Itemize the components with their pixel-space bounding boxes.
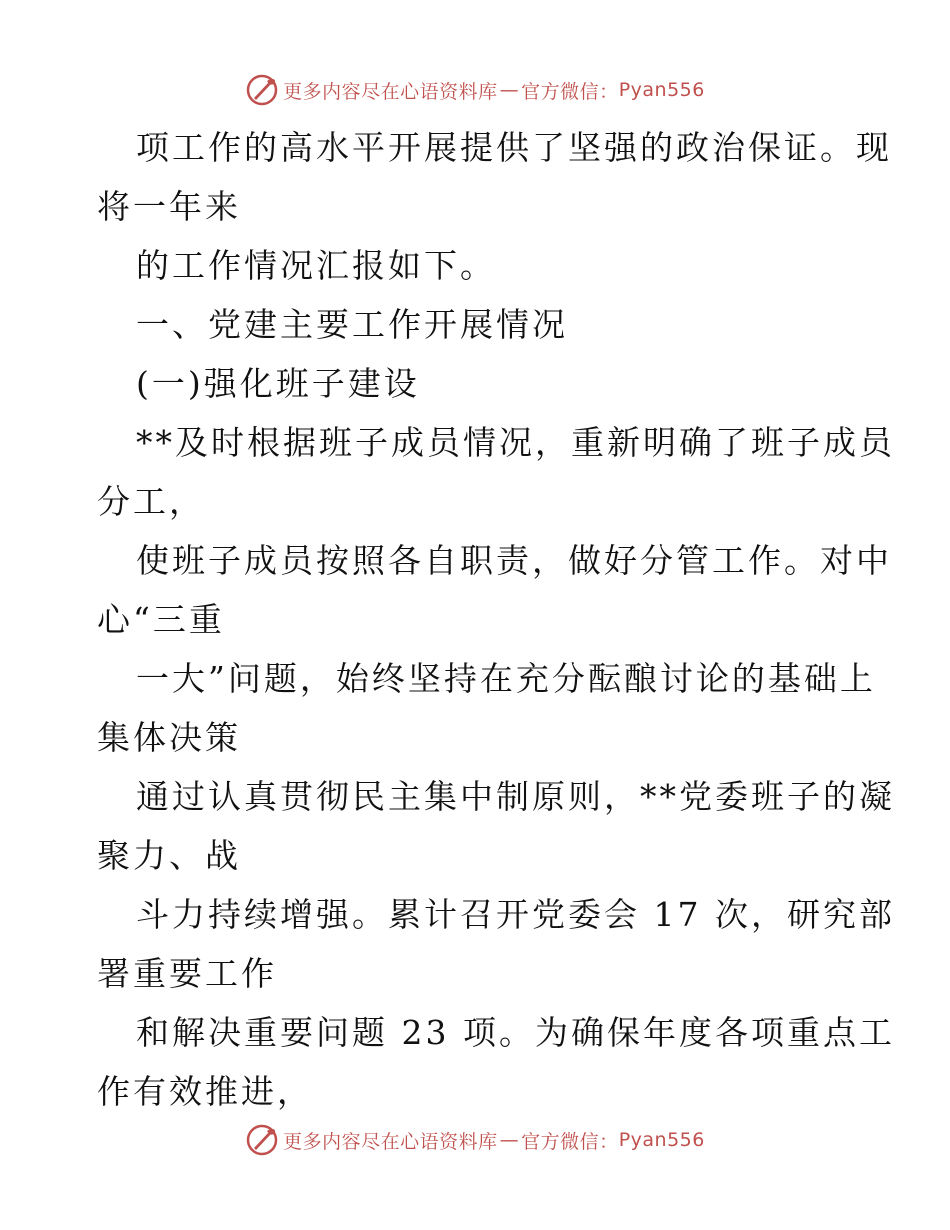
text-line: 斗力持续增强。累计召开党委会 17 次，研究部 bbox=[136, 895, 895, 934]
text-line: (一)强化班子建设 bbox=[136, 364, 420, 403]
quill-logo-icon bbox=[245, 73, 279, 107]
watermark-wechat-label: 官方微信： bbox=[521, 80, 619, 103]
text-line: 聚力、战 bbox=[97, 836, 241, 875]
text-line: 通过认真贯彻民主集中制原则，**党委班子的凝 bbox=[136, 777, 895, 816]
watermark-main-text: 更多内容尽在心语资料库 bbox=[283, 1130, 498, 1153]
watermark-wechat-id: Pyan556 bbox=[618, 79, 705, 101]
text-line: 一、党建主要工作开展情况 bbox=[136, 305, 568, 344]
quill-logo-icon bbox=[245, 1123, 279, 1157]
text-line: 署重要工作 bbox=[97, 954, 277, 993]
header-watermark bbox=[0, 70, 950, 110]
footer-watermark bbox=[0, 1120, 950, 1160]
watermark-main-text: 更多内容尽在心语资料库 bbox=[283, 80, 498, 103]
text-line: 心“三重 bbox=[97, 600, 225, 639]
watermark-wechat-label: 官方微信： bbox=[521, 1130, 619, 1153]
text-line: **及时根据班子成员情况，重新明确了班子成员 bbox=[136, 423, 895, 462]
text-line: 分工， bbox=[97, 482, 205, 521]
text-line: 使班子成员按照各自职责，做好分管工作。对中 bbox=[136, 541, 892, 580]
watermark-wechat-id: Pyan556 bbox=[618, 1129, 705, 1151]
text-line: 项工作的高水平开展提供了坚强的政治保证。现 bbox=[136, 128, 892, 167]
text-line: 集体决策 bbox=[97, 718, 241, 757]
text-line: 作有效推进， bbox=[97, 1072, 313, 1111]
document-body bbox=[97, 118, 895, 1121]
text-line: 的工作情况汇报如下。 bbox=[136, 246, 496, 285]
text-line: 一大”问题，始终坚持在充分酝酿讨论的基础上 bbox=[136, 659, 876, 698]
watermark-separator: — bbox=[499, 1129, 520, 1151]
text-line: 将一年来 bbox=[97, 187, 241, 226]
text-line: 和解决重要问题 23 项。为确保年度各项重点工 bbox=[136, 1013, 895, 1052]
watermark-separator: — bbox=[499, 79, 520, 101]
